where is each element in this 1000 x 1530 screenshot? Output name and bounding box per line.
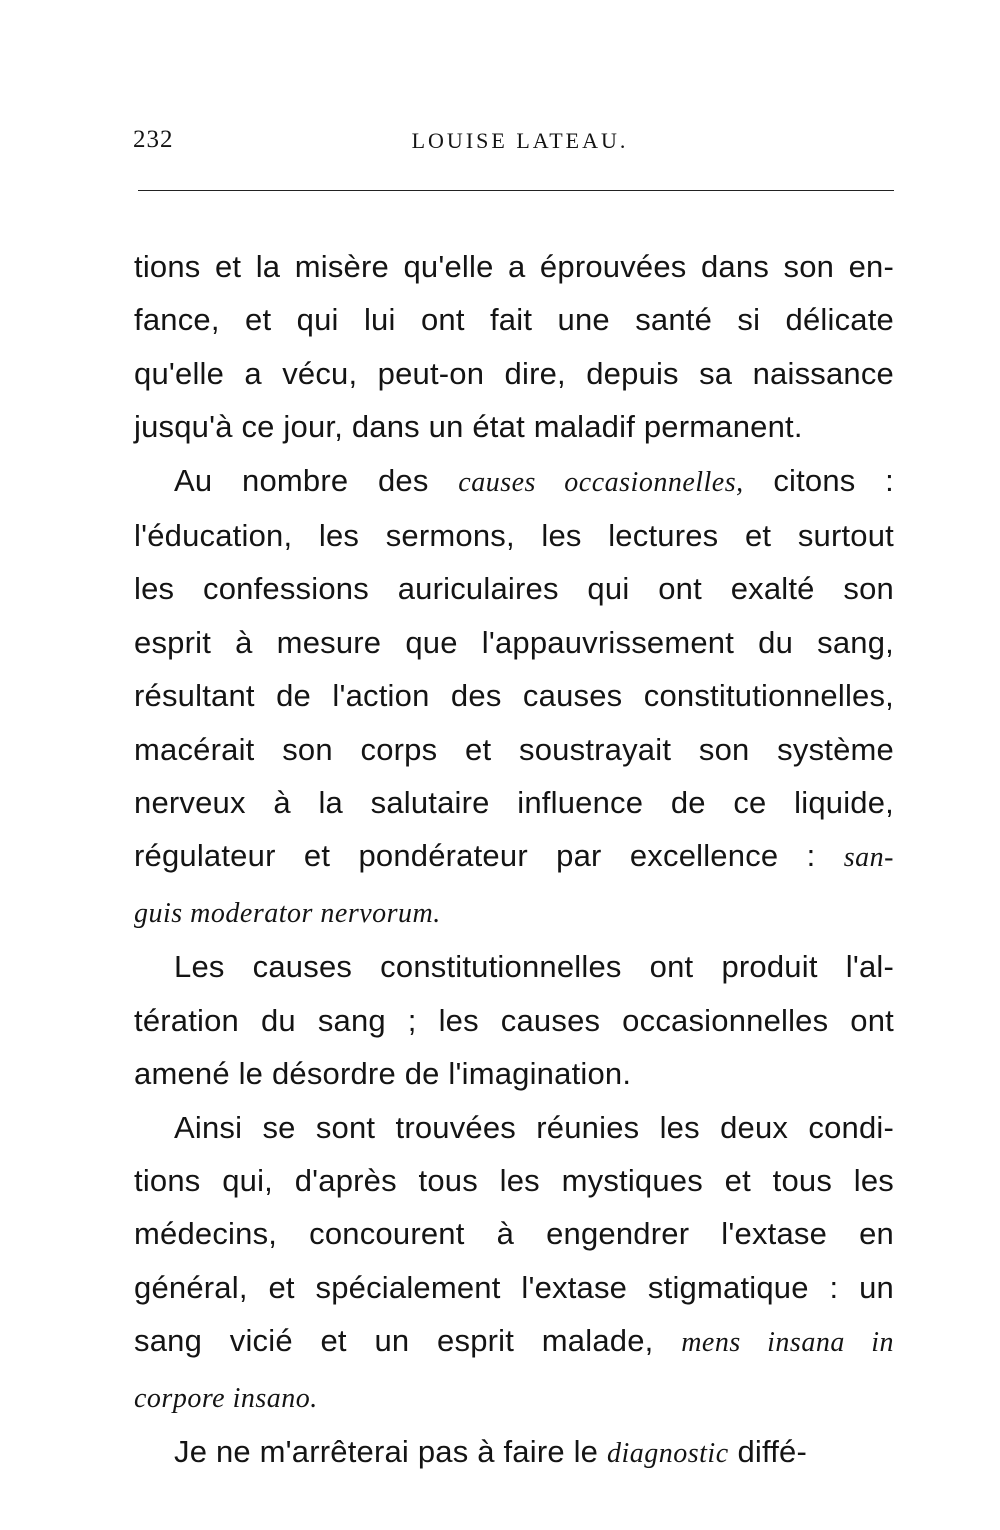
text-run: les confessions auriculaires qui ont exalté son bbox=[134, 571, 894, 607]
text-run: amené le désordre de l'imagination. bbox=[134, 1056, 632, 1092]
text-line bbox=[134, 723, 894, 776]
body-text bbox=[134, 240, 894, 1480]
italic-phrase: guis moderator nervorum. bbox=[134, 897, 441, 929]
text-run: sang vicié et un esprit malade, bbox=[134, 1323, 682, 1359]
paragraph-1 bbox=[134, 240, 894, 454]
text-line bbox=[134, 940, 894, 993]
text-run: Au nombre des bbox=[174, 462, 459, 498]
text-run: jusqu'à ce jour, dans un état maladif permanent. bbox=[134, 409, 803, 445]
running-head bbox=[133, 126, 893, 166]
header-rule bbox=[138, 190, 894, 191]
italic-phrase: san- bbox=[843, 842, 894, 874]
text-line bbox=[134, 616, 894, 669]
text-line bbox=[134, 1425, 894, 1480]
text-line bbox=[134, 1370, 894, 1425]
text-line bbox=[134, 1314, 894, 1369]
text-run: macérait son corps et soustrayait son système bbox=[134, 731, 894, 767]
text-line bbox=[134, 885, 894, 940]
italic-phrase: diagnostic bbox=[606, 1437, 729, 1469]
text-line bbox=[134, 1207, 894, 1260]
text-run: diffé- bbox=[728, 1433, 807, 1469]
page-number: 232 bbox=[133, 126, 174, 153]
text-run: général, et spécialement l'extase stigmatique : un bbox=[134, 1269, 894, 1305]
text-run: citons : bbox=[743, 462, 895, 498]
text-run: tions et la misère qu'elle a éprouvées dans son en- bbox=[134, 249, 894, 284]
text-run: qu'elle a vécu, peut-on dire, depuis sa naissance bbox=[134, 355, 894, 391]
italic-phrase: causes occasionnelles, bbox=[458, 466, 744, 498]
italic-phrase: corpore insano. bbox=[134, 1382, 318, 1414]
text-run: esprit à mesure que l'appauvrissement du sang, bbox=[134, 624, 894, 660]
text-run: régulateur et pondérateur par excellence : bbox=[134, 838, 844, 874]
text-run: médecins, concourent à engendrer l'extase en bbox=[134, 1216, 894, 1252]
text-run: fance, et qui lui ont fait une santé si délicate bbox=[134, 302, 894, 338]
text-line bbox=[134, 509, 894, 562]
text-line bbox=[134, 400, 894, 453]
text-line bbox=[134, 776, 894, 829]
text-run: l'éducation, les sermons, les lectures et surtout bbox=[134, 518, 894, 554]
text-line bbox=[134, 994, 894, 1047]
text-line bbox=[134, 1154, 894, 1207]
text-run: nerveux à la salutaire influence de ce liquide, bbox=[134, 785, 894, 821]
text-line bbox=[134, 1047, 894, 1100]
running-title: LOUISE LATEAU. bbox=[411, 128, 629, 153]
text-line bbox=[134, 293, 894, 346]
paragraph-2 bbox=[134, 454, 894, 941]
text-line bbox=[134, 347, 894, 400]
text-run: résultant de l'action des causes constitutionnelles, bbox=[134, 678, 894, 714]
text-line bbox=[134, 454, 894, 509]
text-line bbox=[134, 829, 894, 884]
text-line bbox=[134, 1261, 894, 1314]
text-line bbox=[134, 562, 894, 615]
text-line bbox=[134, 1101, 894, 1154]
text-line bbox=[134, 669, 894, 722]
text-run: tions qui, d'après tous les mystiques et tous les bbox=[134, 1162, 894, 1198]
text-line bbox=[134, 240, 894, 293]
text-run: Ainsi se sont trouvées réunies les deux condi- bbox=[174, 1109, 894, 1145]
paragraph-3 bbox=[134, 940, 894, 1100]
paragraph-5 bbox=[134, 1425, 894, 1480]
italic-phrase: mens insana in bbox=[681, 1327, 894, 1359]
text-run: Les causes constitutionnelles ont produit l'al- bbox=[174, 949, 894, 985]
paragraph-4 bbox=[134, 1101, 894, 1425]
text-run: Je ne m'arrêterai pas à faire le bbox=[174, 1433, 607, 1469]
text-run: tération du sang ; les causes occasionnelles ont bbox=[134, 1002, 894, 1038]
